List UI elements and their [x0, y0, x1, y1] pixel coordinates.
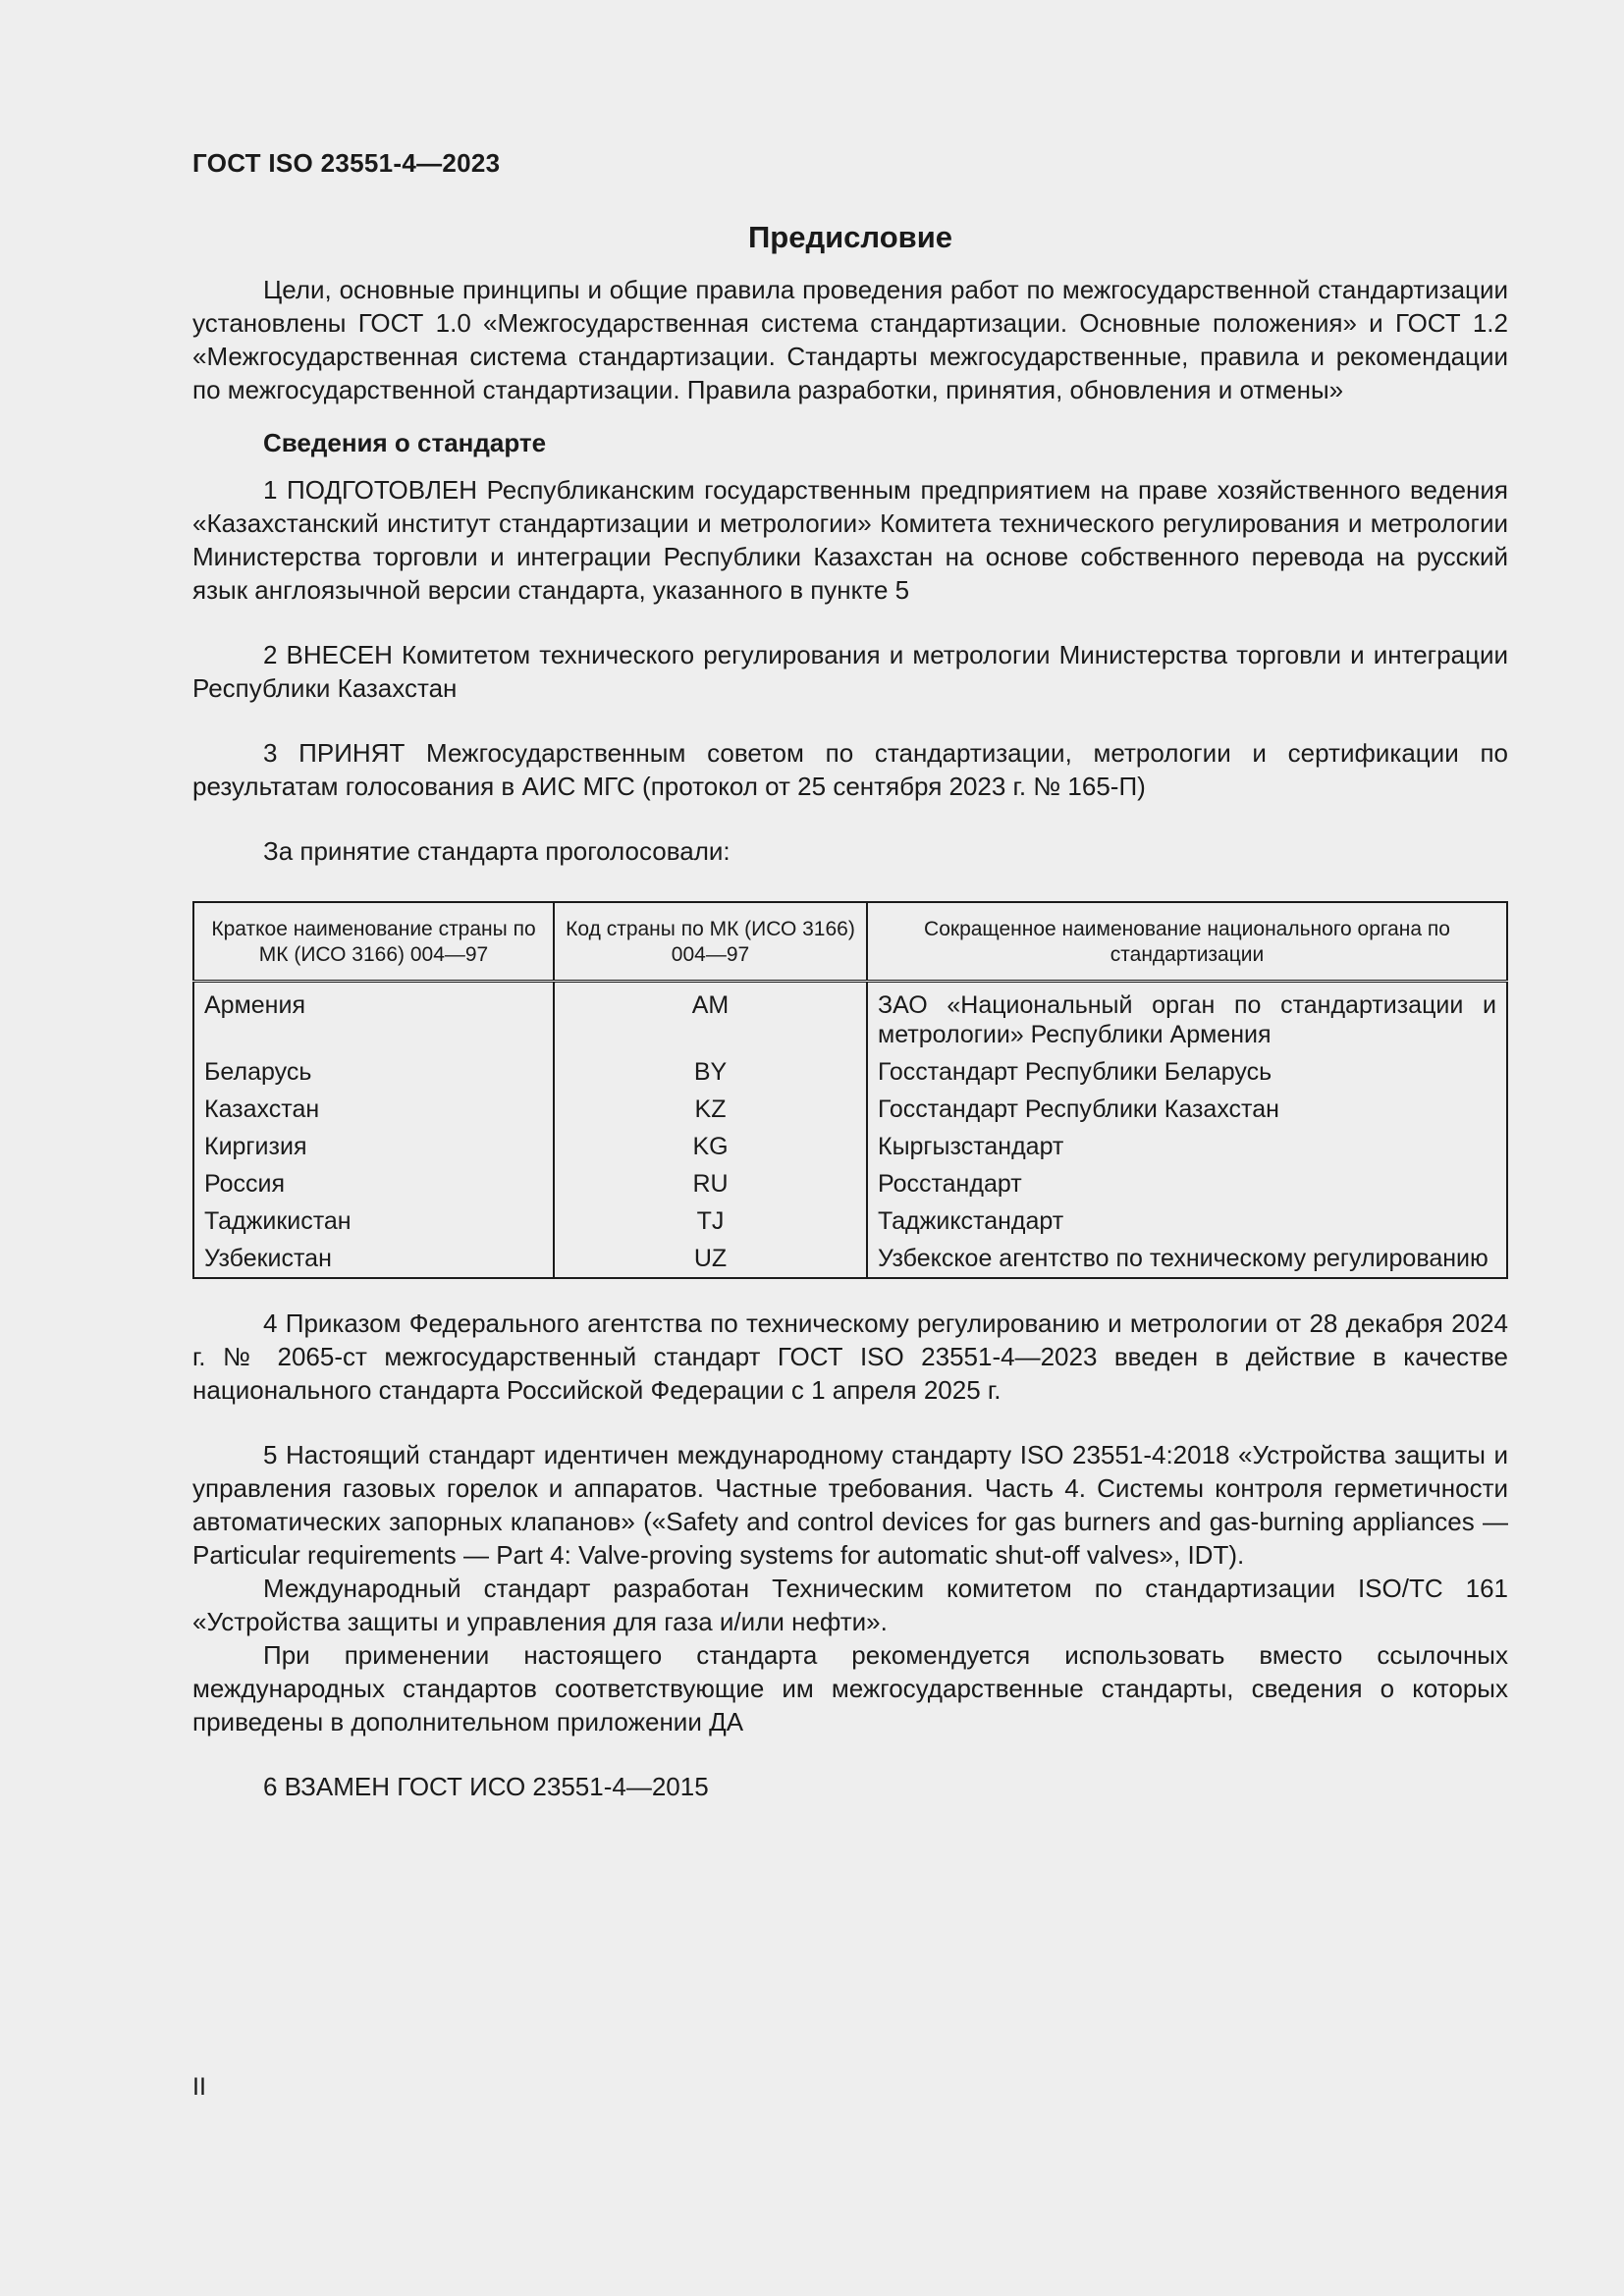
country-cell: Беларусь: [204, 1058, 312, 1086]
country-cell: Казахстан: [204, 1095, 320, 1123]
voting-table: [192, 901, 1508, 1279]
org-cell: Узбекское агентство по техническому регулированию: [867, 1240, 1507, 1278]
country-cell: Россия: [204, 1170, 285, 1198]
code-cell: RU: [554, 1165, 867, 1202]
item-5-tc-paragraph: Международный стандарт разработан Техническим комитетом по стандартизации ISO/TC 161 «Устройства защиты и управления для газа и/или нефти».: [192, 1574, 1508, 1636]
votes-intro: За принятие стандарта проголосовали:: [263, 836, 731, 866]
header-code: Код страны по МК (ИСО 3166) 004—97: [554, 902, 867, 982]
item-1-paragraph: 1 ПОДГОТОВЛЕН Республиканским государственным предприятием на праве хозяйственного ведения «Казахстанский институт стандартизации и метрологии» Комитета технического регулирования и метрологии Министерства торговли и интеграции Республики Казахстан на основе собственного перевода на русский язык англоязычной версии стандарта, указанного в пункте 5: [192, 475, 1508, 605]
org-cell: Кыргызстандарт: [867, 1128, 1507, 1165]
code-cell: BY: [554, 1053, 867, 1091]
org-cell: Таджикстандарт: [867, 1202, 1507, 1240]
country-cell: Узбекистан: [204, 1245, 332, 1272]
document-header: ГОСТ ISO 23551-4—2023: [192, 148, 501, 178]
page-number: II: [192, 2073, 206, 2101]
item-5-usage-paragraph: При применении настоящего стандарта рекомендуется использовать вместо ссылочных международных стандартов соответствующие им межгосударственные стандарты, сведения о которых приведены в дополнительном приложении ДА: [192, 1640, 1508, 1736]
table-row: [193, 982, 1507, 1054]
intro-paragraph: Цели, основные принципы и общие правила проведения работ по межгосударственной стандартизации установлены ГОСТ 1.0 «Межгосударственная система стандартизации. Основные положения» и ГОСТ 1.2 «Межгосударственная система стандартизации. Стандарты межгосударственные, правила и рекомендации по межгосударственной стандартизации. Правила разработки, принятия, обновления и отмены»: [192, 275, 1508, 404]
code-cell: KG: [554, 1128, 867, 1165]
section-subheading: Сведения о стандарте: [263, 428, 547, 457]
item-3-paragraph: 3 ПРИНЯТ Межгосударственным советом по стандартизации, метрологии и сертификации по результатам голосования в АИС МГС (протокол от 25 сентября 2023 г. № 165-П): [192, 738, 1508, 801]
table-row: [193, 1240, 1507, 1278]
org-cell: Госстандарт Республики Беларусь: [867, 1053, 1507, 1091]
org-cell: ЗАО «Национальный орган по стандартизации и метрологии» Республики Армения: [867, 982, 1507, 1054]
table-row: [193, 1091, 1507, 1128]
document-page: [192, 147, 1508, 1803]
code-cell: KZ: [554, 1091, 867, 1128]
country-cell: Армения: [204, 991, 305, 1019]
code-cell: UZ: [554, 1240, 867, 1278]
country-cell: Таджикистан: [204, 1207, 352, 1235]
table-row: [193, 1053, 1507, 1091]
table-row: [193, 1165, 1507, 1202]
code-cell: TJ: [554, 1202, 867, 1240]
header-country: Краткое наименование страны по МК (ИСО 3166) 004—97: [193, 902, 554, 982]
org-cell: Росстандарт: [867, 1165, 1507, 1202]
header-org: Сокращенное наименование национального органа по стандартизации: [867, 902, 1507, 982]
item-5-paragraph: 5 Настоящий стандарт идентичен международному стандарту ISO 23551-4:2018 «Устройства защиты и управления газовых горелок и аппаратов. Частные требования. Часть 4. Системы контроля герметичности автоматических запорных клапанов» («Safety and control devices for gas burners and gas-burning appliances — Particular requirements — Part 4: Valve-proving systems for automatic shut-off valves», IDT).: [192, 1440, 1508, 1570]
item-4-paragraph: 4 Приказом Федерального агентства по техническому регулированию и метрологии от 28 декабря 2024 г. № 2065-ст межгосударственный стандарт ГОСТ ISO 23551-4—2023 введен в действие в качестве национального стандарта Российской Федерации с 1 апреля 2025 г.: [192, 1308, 1508, 1405]
item-2-paragraph: 2 ВНЕСЕН Комитетом технического регулирования и метрологии Министерства торговли и интеграции Республики Казахстан: [192, 640, 1508, 703]
code-cell: AM: [554, 982, 867, 1054]
page-title: Предисловие: [747, 220, 952, 254]
table-row: [193, 1128, 1507, 1165]
org-cell: Госстандарт Республики Казахстан: [867, 1091, 1507, 1128]
table-row: [193, 1202, 1507, 1240]
item-6-paragraph: 6 ВЗАМЕН ГОСТ ИСО 23551-4—2015: [263, 1772, 709, 1801]
country-cell: Киргизия: [204, 1133, 307, 1160]
table-header-row: [193, 902, 1507, 982]
